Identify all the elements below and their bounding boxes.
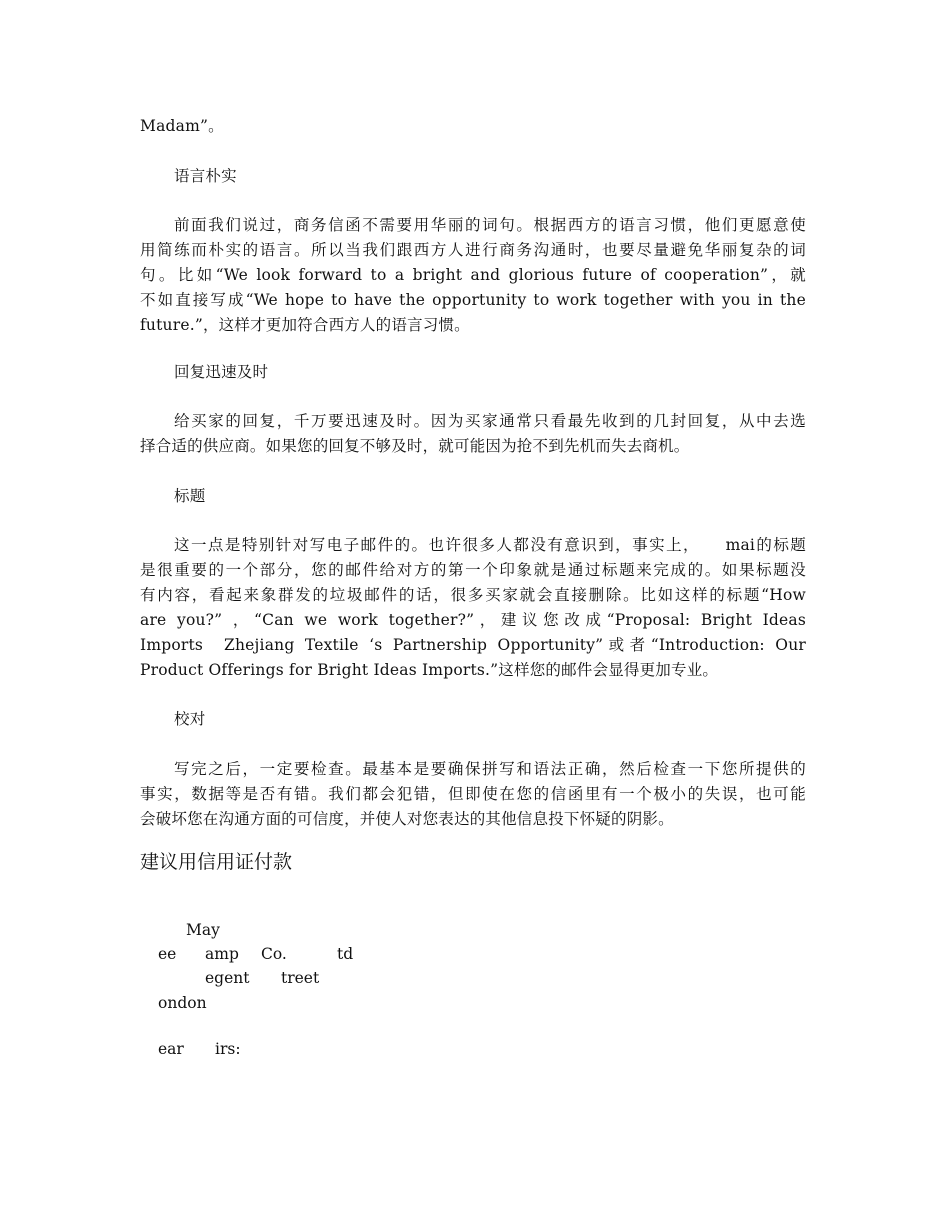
- paragraph-line: Imports Zhejiang Textile ‘s Partnership Opportunity”或者“Introduction: Our: [140, 636, 806, 654]
- subheading-plain-language: 语言朴实: [174, 167, 237, 185]
- paragraph-line: 事实，数据等是否有错。我们都会犯错，但即使在您的信函里有一个极小的失误，也可能: [140, 785, 806, 803]
- paragraph-line: are you?” ，“Can we work together?”，建议您改成“Proposal: Bright Ideas: [140, 611, 806, 629]
- letter-street-part: egent: [205, 969, 250, 987]
- paragraph-line: 这一点是特别针对写电子邮件的。也许很多人都没有意识到，事实上， mai的标题: [174, 536, 806, 554]
- subheading-proofread: 校对: [174, 710, 206, 728]
- paragraph-line: 择合适的供应商。如果您的回复不够及时，就可能因为抢不到先机而失去商机。: [140, 437, 690, 455]
- subheading-timely-reply: 回复迅速及时: [174, 363, 269, 381]
- letter-date: May: [186, 921, 220, 939]
- paragraph-line: 有内容，看起来象群发的垃圾邮件的话，很多买家就会直接删除。比如这样的标题“How: [140, 586, 806, 604]
- letter-street-part: treet: [281, 969, 320, 987]
- paragraph-line: Product Offerings for Bright Ideas Imports.”这样您的邮件会显得更加专业。: [140, 661, 719, 679]
- paragraph-line: 用简练而朴实的语言。所以当我们跟西方人进行商务沟通时，也要尽量避免华丽复杂的词: [140, 241, 806, 259]
- letter-salutation-part: irs:: [215, 1040, 241, 1058]
- paragraph-line: 前面我们说过，商务信函不需要用华丽的词句。根据西方的语言习惯，他们更愿意使: [174, 216, 806, 234]
- section-title: 建议用信用证付款: [140, 851, 293, 873]
- paragraph-line: future.”，这样才更加符合西方人的语言习惯。: [140, 316, 470, 334]
- letter-recipient-part: Co.: [261, 945, 287, 963]
- letter-salutation-part: ear: [158, 1040, 184, 1058]
- paragraph-line: 不如直接写成“We hope to have the opportunity to work together with you in the: [140, 291, 806, 309]
- paragraph-line: 给买家的回复，千万要迅速及时。因为买家通常只看最先收到的几封回复，从中去选: [174, 412, 806, 430]
- text-line: Madam”。: [140, 117, 224, 135]
- paragraph-line: 句。比如“We look forward to a bright and glorious future of cooperation”，就: [140, 266, 806, 284]
- paragraph-line: 写完之后，一定要检查。最基本是要确保拼写和语法正确，然后检查一下您所提供的: [174, 760, 806, 778]
- subheading-title: 标题: [174, 487, 206, 505]
- letter-recipient-part: td: [337, 945, 354, 963]
- paragraph-line: 会破坏您在沟通方面的可信度，并使人对您表达的其他信息投下怀疑的阴影。: [140, 810, 674, 828]
- letter-city: ondon: [158, 994, 207, 1012]
- paragraph-line: 是很重要的一个部分，您的邮件给对方的第一个印象就是通过标题来完成的。如果标题没: [140, 561, 806, 579]
- letter-recipient-part: amp: [205, 945, 239, 963]
- letter-recipient-part: ee: [158, 945, 177, 963]
